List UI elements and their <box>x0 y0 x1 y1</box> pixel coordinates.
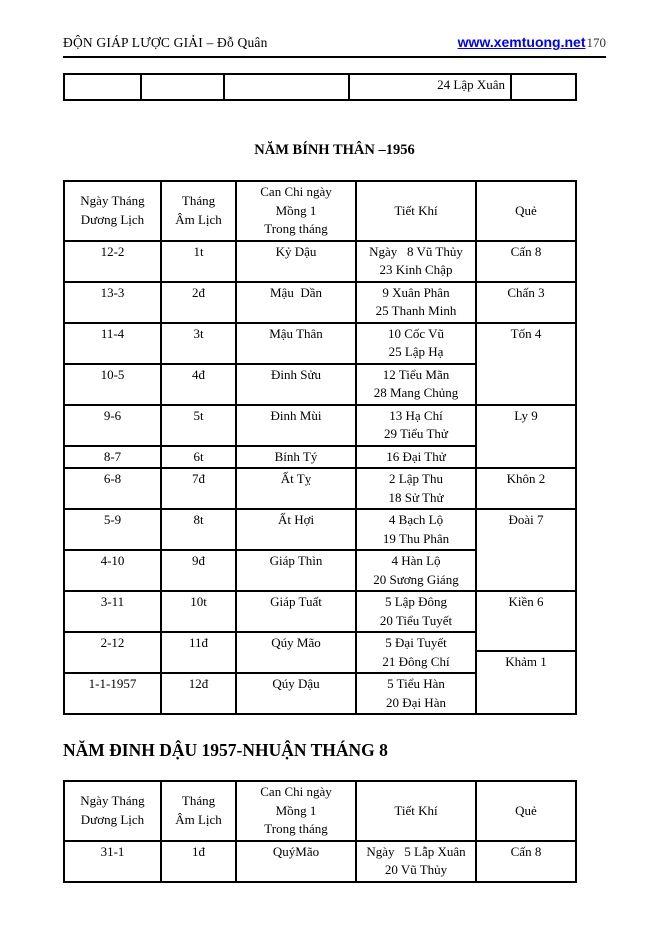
col-header-lunar-month: Tháng Âm Lịch <box>161 181 236 241</box>
cell-tiet-khi <box>356 241 476 282</box>
table-row <box>64 405 576 446</box>
cell-tiet-khi <box>356 446 476 469</box>
document-title: ĐỘN GIÁP LƯỢC GIẢI – Đỗ Quân <box>63 35 268 50</box>
page-number: 170 <box>586 35 606 50</box>
cell-que: Cấn 8 <box>476 241 576 282</box>
cell-tiet-khi <box>356 364 476 405</box>
tiet-khi-line: 28 Mang Chủng <box>373 385 459 400</box>
tiet-khi-line: Ngày 8 Vũ Thủy <box>369 243 463 259</box>
cell-lunar-month: 1t <box>161 241 236 282</box>
cell-que: Kiền 6 <box>476 591 576 651</box>
table-row <box>64 841 576 882</box>
cell-can-chi: Qúy Mão <box>236 632 356 673</box>
table-row <box>64 468 576 509</box>
cell-lunar-month: 11đ <box>161 632 236 673</box>
section-title-1956: NĂM BÍNH THÂN –1956 <box>254 142 415 158</box>
tiet-khi-line: 10 Cốc Vũ <box>387 325 445 341</box>
cell-lunar-month: 4đ <box>161 364 236 405</box>
cell-lunar-month: 1đ <box>161 841 236 882</box>
cell-solar-date: 11-4 <box>64 323 161 364</box>
cell-lunar-month: 2đ <box>161 282 236 323</box>
cell-lunar-month: 8t <box>161 509 236 550</box>
col-header-tiet-khi: Tiết Khí <box>356 181 476 241</box>
cell-solar-date: 12-2 <box>64 241 161 282</box>
cell-solar-date: 9-6 <box>64 405 161 446</box>
tiet-khi-line: 16 Đại Thử <box>386 448 446 464</box>
cell-can-chi: Bính Tý <box>236 446 356 469</box>
cell-can-chi: QuýMão <box>236 841 356 882</box>
cell-lunar-month: 9đ <box>161 550 236 591</box>
cell-que: Ly 9 <box>476 405 576 469</box>
col-header-solar-date: Ngày Tháng Dương Lịch <box>64 781 161 841</box>
cell-que: Cấn 8 <box>476 841 576 882</box>
section-title-1957: NĂM ĐINH DẬU 1957-NHUẬN THÁNG 8 <box>63 740 388 760</box>
tiet-khi-line: 12 Tiểu Mãn <box>382 366 450 382</box>
cell-solar-date: 2-12 <box>64 632 161 673</box>
tiet-khi-line: 2 Lập Thu <box>389 471 443 486</box>
tiet-khi-line: 23 Kinh Chập <box>379 262 453 277</box>
cell-can-chi <box>224 74 349 100</box>
cell-can-chi: Kỷ Dậu <box>236 241 356 282</box>
cell-tiet-khi <box>356 673 476 714</box>
page-header <box>63 0 606 58</box>
cell-can-chi: Đinh Sửu <box>236 364 356 405</box>
cell-solar-date: 3-11 <box>64 591 161 632</box>
cell-que: Khảm 1 <box>476 651 576 714</box>
cell-tiet-khi <box>356 509 476 550</box>
tiet-khi-line: 20 Vũ Thủy <box>384 862 448 877</box>
table-header-row <box>64 781 576 841</box>
cell-solar-date: 13-3 <box>64 282 161 323</box>
previous-year-table-fragment <box>63 73 577 101</box>
cell-tiet-khi <box>356 591 476 632</box>
tiet-khi-line: 9 Xuân Phân <box>382 284 450 300</box>
cell-lunar-month: 3t <box>161 323 236 364</box>
tiet-khi-line: Ngày 5 Lẫp Xuân <box>366 843 466 859</box>
cell-solar-date: 4-10 <box>64 550 161 591</box>
tiet-khi-line: 19 Thu Phân <box>382 530 450 546</box>
page-content <box>63 0 606 883</box>
tiet-khi-line: 25 Lập Hạ <box>388 344 444 359</box>
tiet-khi-line: 5 Lập Đông <box>384 594 448 609</box>
table-row <box>64 591 576 632</box>
cell-que: Đoài 7 <box>476 509 576 591</box>
cell-tiet-khi: 24 Lập Xuân <box>349 74 511 100</box>
cell-can-chi: Mậu Thân <box>236 323 356 364</box>
cell-tiet-khi <box>356 282 476 323</box>
cell-tiet-khi <box>356 323 476 364</box>
cell-solar-date: 8-7 <box>64 446 161 469</box>
cell-lunar-month: 5t <box>161 405 236 446</box>
table-row <box>64 282 576 323</box>
cell-tiet-khi <box>356 841 476 882</box>
cell-can-chi: Ất Tỵ <box>236 468 356 509</box>
tiet-khi-line: 4 Bạch Lộ <box>388 512 444 527</box>
cell-can-chi: Đinh Mùi <box>236 405 356 446</box>
cell-can-chi: Giáp Tuất <box>236 591 356 632</box>
tiet-khi-line: 20 Sương Giáng <box>373 571 459 587</box>
cell-solar-date: 5-9 <box>64 509 161 550</box>
tiet-khi-line: 29 Tiểu Thử <box>384 426 448 441</box>
cell-solar-date: 6-8 <box>64 468 161 509</box>
col-header-can-chi: Can Chi ngày Mồng 1 Trong tháng <box>236 181 356 241</box>
year-1956-table <box>63 180 577 715</box>
table-row <box>64 241 576 282</box>
table-row <box>64 509 576 550</box>
col-header-lunar-month: Tháng Âm Lịch <box>161 781 236 841</box>
cell-tiet-khi <box>356 405 476 446</box>
cell-solar-date <box>64 74 141 100</box>
cell-lunar-month: 6t <box>161 446 236 469</box>
table-row <box>64 323 576 364</box>
cell-tiet-khi <box>356 468 476 509</box>
cell-solar-date: 10-5 <box>64 364 161 405</box>
cell-lunar-month: 10t <box>161 591 236 632</box>
table-row <box>64 74 576 100</box>
tiet-khi-line: 4 Hàn Lộ <box>391 553 441 568</box>
cell-que <box>511 74 576 100</box>
cell-can-chi: Qúy Dậu <box>236 673 356 714</box>
website-link[interactable]: www.xemtuong.net <box>457 34 586 50</box>
tiet-khi-line: 5 Đại Tuyết <box>385 635 447 650</box>
table-header-row <box>64 181 576 241</box>
cell-can-chi: Giáp Thìn <box>236 550 356 591</box>
year-1957-table <box>63 780 577 883</box>
col-header-can-chi: Can Chi ngày Mồng 1 Trong tháng <box>236 781 356 841</box>
cell-lunar-month: 7đ <box>161 468 236 509</box>
cell-que: Chấn 3 <box>476 282 576 323</box>
cell-que: Tốn 4 <box>476 323 576 405</box>
cell-lunar-month: 12đ <box>161 673 236 714</box>
cell-can-chi: Mậu Dần <box>236 282 356 323</box>
cell-tiet-khi <box>356 550 476 591</box>
cell-solar-date: 31-1 <box>64 841 161 882</box>
tiet-khi-line: 13 Hạ Chí <box>389 407 443 423</box>
cell-tiet-khi <box>356 632 476 673</box>
col-header-que: Quẻ <box>476 781 576 841</box>
page-header-right <box>458 34 606 51</box>
tiet-khi-line: 21 Đông Chí <box>382 653 450 669</box>
tiet-khi-line: 20 Tiểu Tuyết <box>379 612 453 628</box>
tiet-khi-line: 20 Đại Hàn <box>386 694 446 710</box>
cell-can-chi: Ất Hợi <box>236 509 356 550</box>
tiet-khi-line: 18 Sử Thử <box>388 489 444 505</box>
tiet-khi-line: 5 Tiểu Hàn <box>387 676 445 691</box>
cell-lunar-month <box>141 74 224 100</box>
cell-que: Khôn 2 <box>476 468 576 509</box>
col-header-que: Quẻ <box>476 181 576 241</box>
col-header-tiet-khi: Tiết Khí <box>356 781 476 841</box>
col-header-solar-date: Ngày Tháng Dương Lịch <box>64 181 161 241</box>
tiet-khi-line: 25 Thanh Minh <box>375 303 457 318</box>
cell-solar-date: 1-1-1957 <box>64 673 161 714</box>
